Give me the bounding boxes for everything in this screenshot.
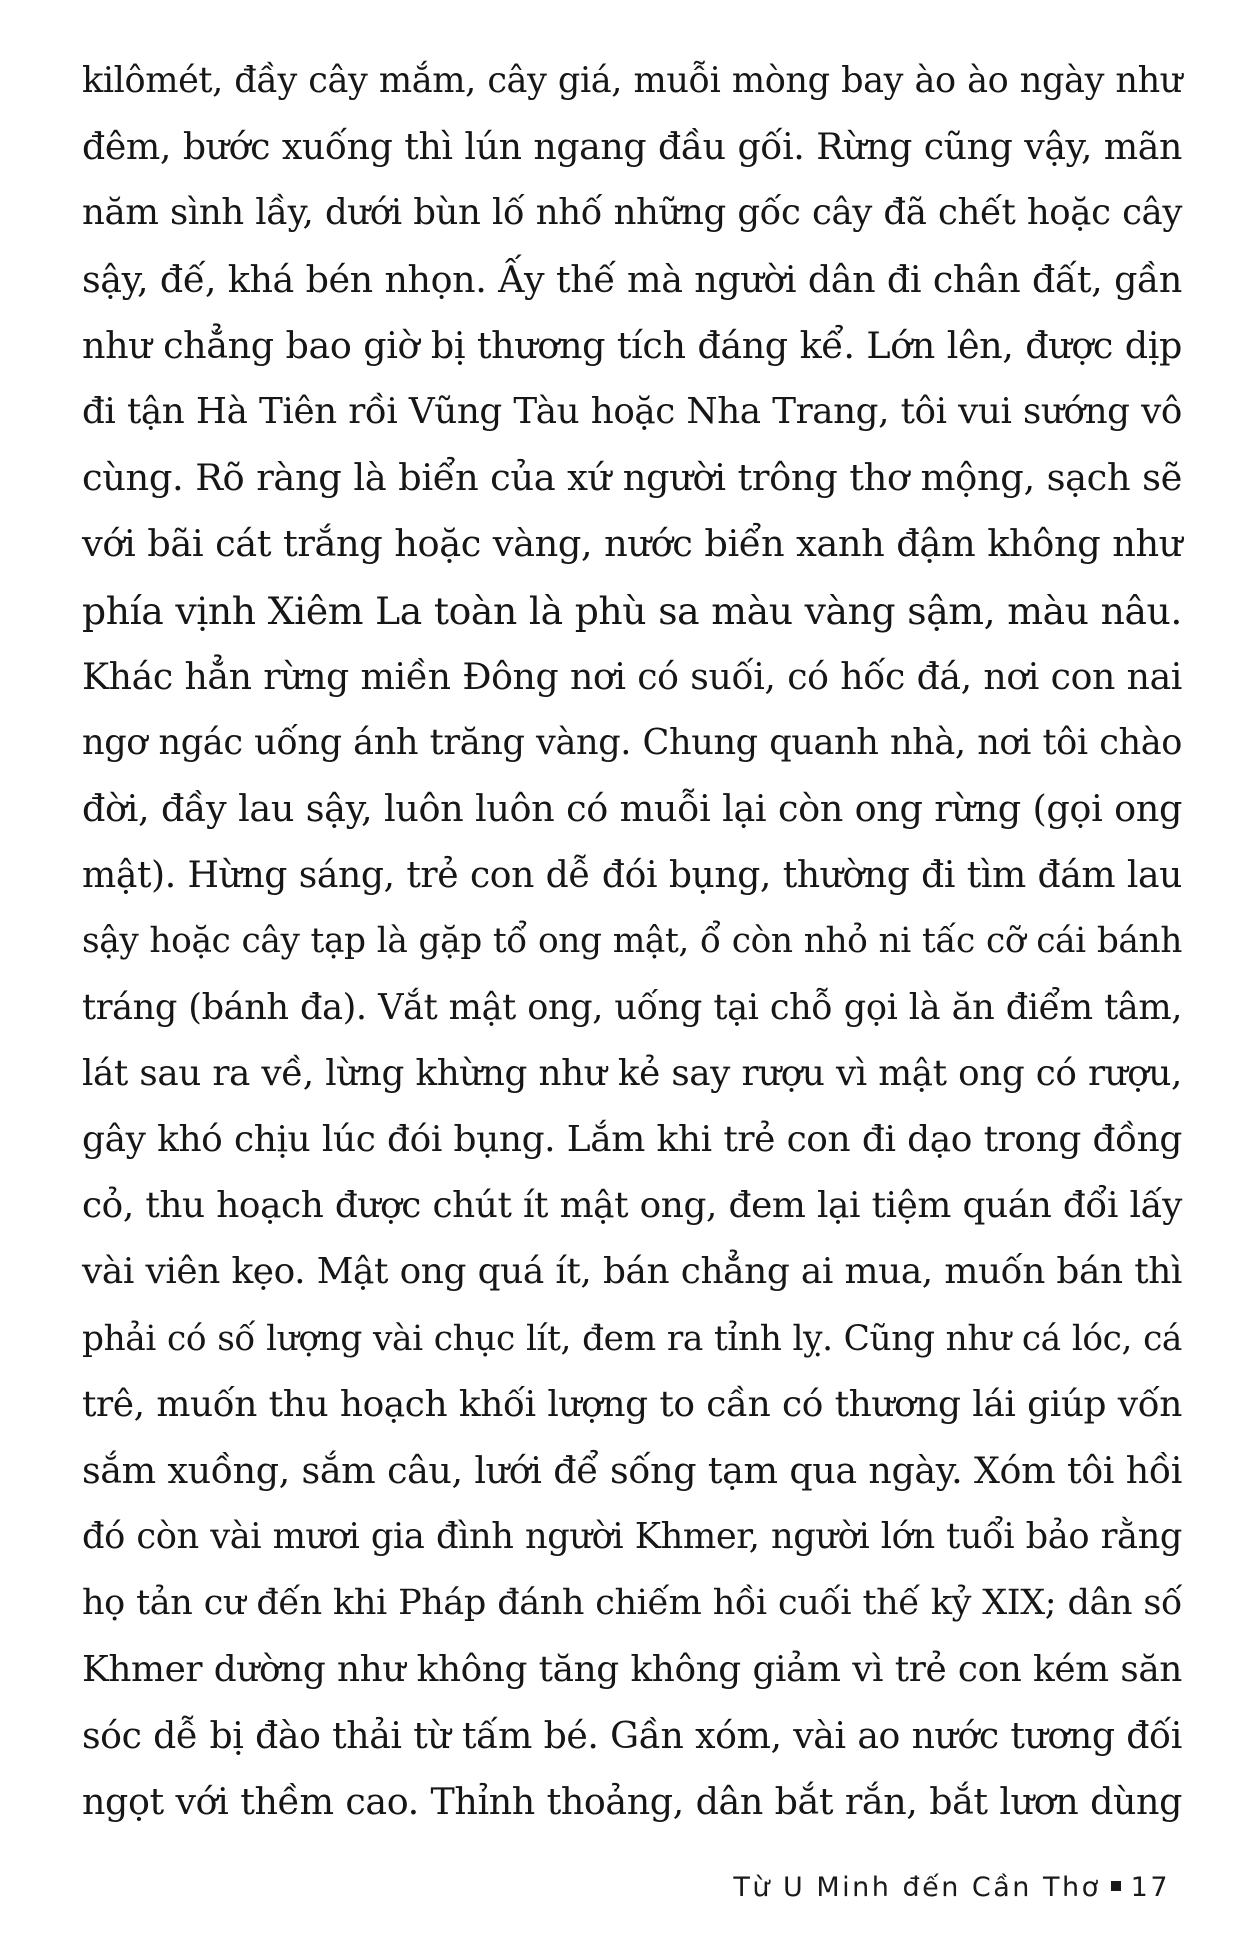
text-line: sậy hoặc cây tạp là gặp tổ ong mật, ổ còn nhỏ ni tấc cỡ cái bánh	[82, 921, 1182, 962]
page-footer	[733, 1872, 1170, 1903]
text-line: Khmer dường như không tăng không giảm vì trẻ con kém săn	[82, 1648, 1182, 1690]
text-line: kilômét, đầy cây mắm, cây giá, muỗi mòng bay ào ào ngày như	[82, 60, 1182, 101]
text-line: lát sau ra về, lừng khừng như kẻ say rượu vì mật ong có rượu,	[82, 1052, 1182, 1094]
text-line: cùng. Rõ ràng là biển của xứ người trông thơ mộng, sạch sẽ	[82, 456, 1182, 500]
text-line: năm sình lầy, dưới bùn lố nhố những gốc cây đã chết hoặc cây	[82, 192, 1182, 234]
text-line: cỏ, thu hoạch được chút ít mật ong, đem lại tiệm quán đổi lấy	[82, 1185, 1182, 1227]
text-line: trê, muốn thu hoạch khối lượng to cần có thương lái giúp vốn	[82, 1383, 1182, 1425]
text-line: phía vịnh Xiêm La toàn là phù sa màu vàng sậm, màu nâu.	[82, 588, 1182, 633]
text-line: Khác hẳn rừng miền Đông nơi có suối, có hốc đá, nơi con nai	[82, 654, 1182, 698]
text-line: ngọt với thềm cao. Thỉnh thoảng, dân bắt rắn, bắt lươn dùng	[82, 1779, 1182, 1823]
text-line: đó còn vài mươi gia đình người Khmer, người lớn tuổi bảo rằng	[82, 1516, 1182, 1558]
text-line: sóc dễ bị đào thải từ tấm bé. Gần xóm, vài ao nước tương đối	[82, 1713, 1182, 1757]
page-number: 17	[1130, 1872, 1170, 1903]
text-line: đêm, bước xuống thì lún ngang đầu gối. Rừng cũng vậy, mãn	[82, 125, 1182, 169]
bullet-icon	[1111, 1881, 1121, 1891]
text-line: đời, đầy lau sậy, luôn luôn có muỗi lại còn ong rừng (gọi ong	[82, 787, 1182, 831]
text-line: đi tận Hà Tiên rồi Vũng Tàu hoặc Nha Trang, tôi vui sướng vô	[82, 390, 1182, 432]
text-line: vài viên kẹo. Mật ong quá ít, bán chẳng ai mua, muốn bán thì	[82, 1251, 1182, 1293]
running-title: Từ U Minh đến Cần Thơ	[733, 1872, 1101, 1903]
text-line: họ tản cư đến khi Pháp đánh chiếm hồi cuối thế kỷ XIX; dân số	[82, 1582, 1182, 1624]
text-line: tráng (bánh đa). Vắt mật ong, uống tại chỗ gọi là ăn điểm tâm,	[82, 986, 1182, 1028]
body-text	[82, 48, 1182, 1835]
text-line: phải có số lượng vài chục lít, đem ra tỉnh lỵ. Cũng như cá lóc, cá	[82, 1318, 1182, 1359]
text-line: gây khó chịu lúc đói bụng. Lắm khi trẻ con đi dạo trong đồng	[82, 1119, 1182, 1160]
text-line: sậy, đế, khá bén nhọn. Ấy thế mà người dân đi chân đất, gần	[82, 257, 1182, 301]
text-line: như chẳng bao giờ bị thương tích đáng kể. Lớn lên, được dịp	[82, 323, 1182, 367]
text-line: sắm xuồng, sắm câu, lưới để sống tạm qua ngày. Xóm tôi hồi	[82, 1448, 1182, 1492]
text-line: mật). Hừng sáng, trẻ con dễ đói bụng, thường đi tìm đám lau	[82, 853, 1182, 897]
text-line: với bãi cát trắng hoặc vàng, nước biển xanh đậm không như	[82, 522, 1182, 566]
text-line: ngơ ngác uống ánh trăng vàng. Chung quanh nhà, nơi tôi chào	[82, 721, 1182, 763]
